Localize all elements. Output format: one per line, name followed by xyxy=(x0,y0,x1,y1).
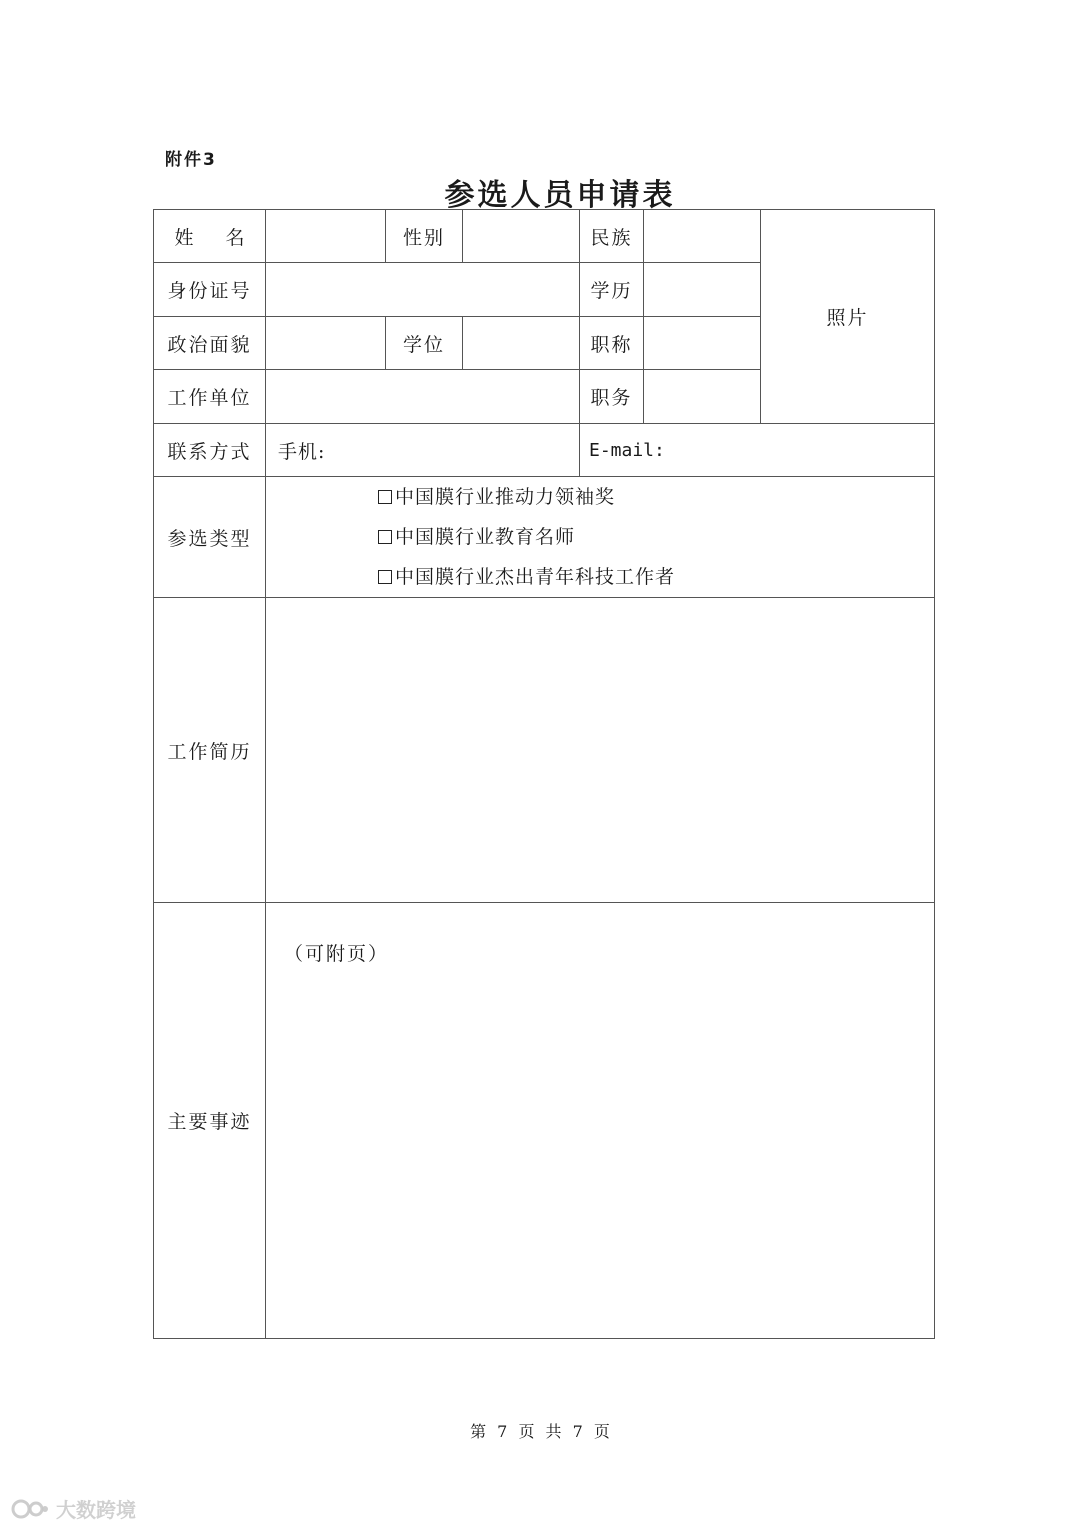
job-title-field[interactable] xyxy=(644,317,761,370)
degree-label: 学位 xyxy=(386,317,463,370)
ethnicity-label: 民族 xyxy=(580,210,644,263)
gender-label: 性别 xyxy=(386,210,463,263)
checkbox-icon[interactable] xyxy=(378,530,392,544)
work-unit-field[interactable] xyxy=(266,370,580,424)
ethnicity-field[interactable] xyxy=(644,210,761,263)
position-label: 职务 xyxy=(580,370,644,424)
id-number-field[interactable] xyxy=(266,263,580,317)
watermark xyxy=(10,1494,136,1523)
gender-field[interactable] xyxy=(463,210,580,263)
checkbox-icon[interactable] xyxy=(378,490,392,504)
contact-label: 联系方式 xyxy=(154,424,266,477)
name-label: 姓 名 xyxy=(154,210,266,263)
category-options xyxy=(266,477,935,598)
education-field[interactable] xyxy=(644,263,761,317)
achievements-label: 主要事迹 xyxy=(154,903,266,1339)
name-field[interactable] xyxy=(266,210,386,263)
category-option[interactable] xyxy=(378,557,934,597)
email-field[interactable] xyxy=(580,424,935,477)
id-number-label: 身份证号 xyxy=(154,263,266,317)
degree-field[interactable] xyxy=(463,317,580,370)
mobile-label: 手机: xyxy=(278,440,326,463)
political-status-field[interactable] xyxy=(266,317,386,370)
achievements-field[interactable] xyxy=(266,903,935,1339)
attachment-label: 附件3 xyxy=(165,150,217,170)
watermark-text: 大数跨境 xyxy=(56,1498,136,1522)
watermark-logo-icon xyxy=(10,1498,50,1520)
category-option[interactable] xyxy=(378,477,934,517)
category-option[interactable] xyxy=(378,517,934,557)
email-label: E-mail: xyxy=(589,439,665,461)
photo-box[interactable]: 照片 xyxy=(761,210,935,424)
category-option-label: 中国膜行业推动力领袖奖 xyxy=(395,486,616,508)
category-option-label: 中国膜行业教育名师 xyxy=(395,526,576,548)
checkbox-icon[interactable] xyxy=(378,570,392,584)
application-form xyxy=(153,209,935,1339)
page-number: 第 7 页 共 7 页 xyxy=(470,1422,610,1441)
work-history-label: 工作简历 xyxy=(154,598,266,903)
category-label: 参选类型 xyxy=(154,477,266,598)
mobile-field[interactable] xyxy=(266,424,580,477)
education-label: 学历 xyxy=(580,263,644,317)
job-title-label: 职称 xyxy=(580,317,644,370)
form-title: 参选人员申请表 xyxy=(444,178,676,213)
category-option-label: 中国膜行业杰出青年科技工作者 xyxy=(395,566,676,588)
work-unit-label: 工作单位 xyxy=(154,370,266,424)
work-history-field[interactable] xyxy=(266,598,935,903)
position-field[interactable] xyxy=(644,370,761,424)
political-status-label: 政治面貌 xyxy=(154,317,266,370)
attachable-note: （可附页） xyxy=(284,943,390,965)
